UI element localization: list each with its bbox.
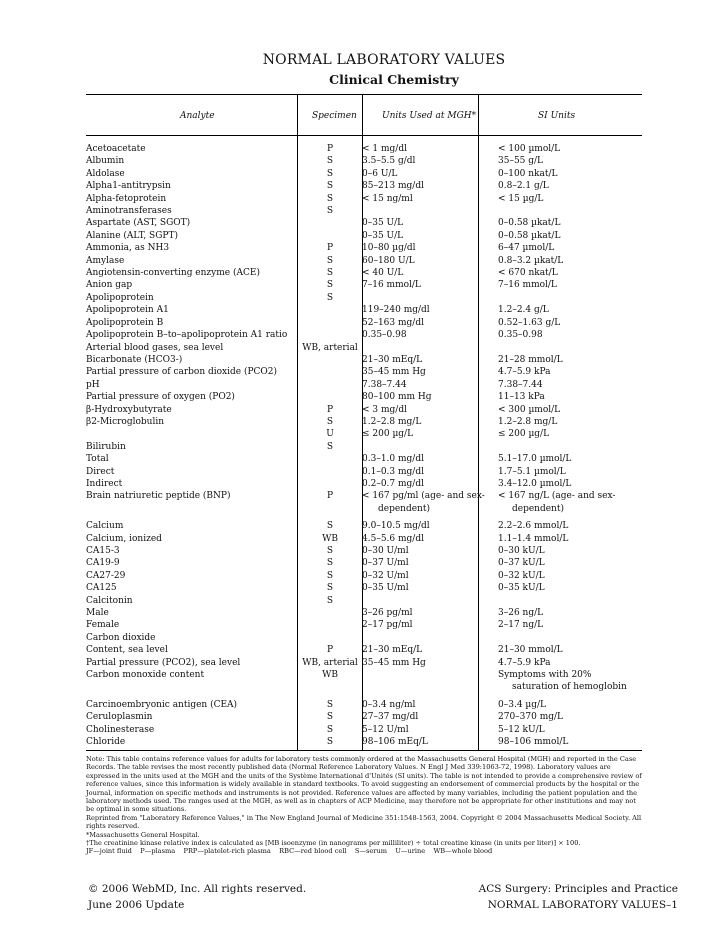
table-bottom-rule	[86, 750, 642, 751]
specimen-cell: P	[326, 144, 334, 154]
specimen-cell	[298, 354, 362, 366]
table-row	[86, 230, 642, 242]
units-mgh-cell: < 15 ng/ml	[362, 193, 413, 204]
analyte-cell: Bilirubin	[86, 441, 126, 452]
si-units-cell: dependent)	[512, 503, 564, 514]
units-mgh-cell: 7–16 mmol/L	[362, 280, 421, 291]
specimen-cell: S	[326, 255, 334, 266]
analyte-cell: Alanine (ALT, SGPT)	[86, 230, 178, 241]
analyte-cell: Apolipoprotein B–to–apolipoprotein A1 ratio	[86, 330, 288, 341]
table-row	[86, 366, 642, 378]
units-mgh-cell: 10–80 µg/dl	[362, 243, 416, 254]
units-mgh-cell: 0–3.4 ng/ml	[362, 699, 416, 710]
specimen-cell: S	[326, 737, 334, 748]
specimen-cell: P	[326, 491, 334, 502]
units-mgh-cell: 5–12 U/ml	[362, 724, 409, 735]
specimen-cell: S	[326, 583, 334, 594]
units-mgh-cell: 3–26 pg/ml	[362, 608, 413, 619]
units-mgh-cell	[362, 205, 498, 217]
si-units-cell: 4.7–5.9 kPa	[498, 367, 551, 378]
specimen-cell: S	[326, 292, 334, 303]
table-row	[86, 304, 642, 316]
units-mgh-cell: 0–32 U/ml	[362, 570, 409, 581]
specimen-cell: S	[326, 699, 334, 710]
update-date: June 2006 Update	[88, 899, 185, 911]
table-row	[86, 193, 642, 205]
header-si-units: SI Units	[538, 111, 576, 121]
si-units-cell: 5.1–17.0 µmol/L	[498, 454, 572, 465]
table-row	[86, 736, 642, 748]
table-row	[86, 607, 642, 619]
table-row	[86, 379, 642, 391]
book-title: ACS Surgery: Principles and Practice	[478, 883, 678, 895]
specimen-cell	[298, 366, 362, 378]
si-units-cell	[498, 595, 642, 607]
table-row	[86, 317, 642, 329]
units-mgh-cell: 21–30 mEq/L	[362, 354, 423, 365]
table-row	[86, 180, 642, 192]
specimen-cell: S	[326, 168, 334, 179]
si-units-cell: Symptoms with 20%	[498, 670, 592, 681]
si-units-cell: 1.1–1.4 mmol/L	[498, 533, 569, 544]
analyte-cell: Carcinoembryonic antigen (CEA)	[86, 699, 238, 710]
si-units-cell: 0.8–3.2 µkat/L	[498, 255, 564, 266]
analyte-cell: Alpha1-antitrypsin	[86, 181, 171, 192]
header-analyte: Analyte	[180, 111, 215, 121]
specimen-cell: S	[326, 521, 334, 532]
table-row	[86, 143, 642, 155]
units-mgh-cell	[362, 669, 498, 681]
units-mgh-cell	[362, 441, 498, 453]
si-units-cell: 6–47 µmol/L	[498, 243, 555, 254]
specimen-cell: U	[326, 429, 334, 440]
table-row	[86, 255, 642, 267]
units-mgh-cell: 0–35 U/L	[362, 218, 404, 229]
si-units-cell: < 100 µmol/L	[498, 144, 561, 154]
table-row	[86, 557, 642, 569]
specimen-cell: S	[326, 558, 334, 569]
analyte-cell: Angiotensin-converting enzyme (ACE)	[86, 268, 260, 279]
specimen-cell: S	[326, 193, 334, 204]
units-mgh-cell: 98–106 mEq/L	[362, 737, 428, 748]
specimen-cell	[298, 607, 362, 619]
table-row	[86, 342, 642, 354]
analyte-cell: Aspartate (AST, SGOT)	[86, 218, 191, 229]
si-units-cell: 0–30 kU/L	[498, 546, 545, 556]
si-units-cell: < 670 nkat/L	[498, 268, 558, 279]
table-row	[86, 391, 642, 403]
units-mgh-cell: 0.35–0.98	[362, 330, 407, 341]
table-row	[86, 619, 642, 631]
specimen-cell	[298, 230, 362, 242]
si-units-cell: 0.52–1.63 g/L	[498, 317, 561, 328]
analyte-cell: Carbon monoxide content	[86, 670, 205, 681]
units-mgh-cell: 0–6 U/L	[362, 168, 398, 179]
footer-right	[479, 881, 678, 913]
header-specimen: Specimen	[312, 111, 357, 121]
si-units-cell: ≤ 200 µg/L	[498, 429, 550, 440]
si-units-cell: 0–37 kU/L	[498, 558, 545, 569]
analyte-cell: Arterial blood gases, sea level	[86, 342, 224, 353]
si-units-cell	[498, 205, 642, 217]
si-units-cell: 0–0.58 µkat/L	[498, 230, 561, 241]
units-mgh-cell: 35–45 mm Hg	[362, 657, 426, 668]
table-row	[86, 428, 642, 440]
specimen-cell	[298, 681, 362, 693]
analyte-cell: CA27-29	[86, 570, 126, 581]
specimen-cell	[298, 317, 362, 329]
specimen-cell	[298, 379, 362, 391]
analyte-cell: Apolipoprotein	[86, 292, 154, 303]
si-units-cell: 98–106 mmol/L	[498, 737, 569, 748]
analyte-cell: Female	[86, 620, 120, 631]
table-row	[86, 644, 642, 656]
analyte-cell	[86, 503, 298, 515]
units-mgh-cell: 0–37 U/ml	[362, 558, 409, 569]
si-units-cell: 4.7–5.9 kPa	[498, 657, 551, 668]
table-row	[86, 711, 642, 723]
specimen-cell	[298, 217, 362, 229]
copyright: © 2006 WebMD, Inc. All rights reserved.	[88, 883, 307, 895]
specimen-cell	[298, 304, 362, 316]
table-notes	[86, 755, 642, 856]
si-units-cell: < 167 ng/L (age- and sex-	[498, 491, 616, 502]
units-mgh-cell: dependent)	[378, 503, 430, 514]
specimen-cell	[298, 619, 362, 631]
analyte-cell: Aldolase	[86, 168, 125, 179]
analyte-cell: Acetoacetate	[86, 144, 146, 154]
table-row	[86, 329, 642, 341]
analyte-cell: Brain natriuretic peptide (BNP)	[86, 491, 231, 502]
specimen-cell: S	[326, 181, 334, 192]
si-units-cell: 2.2–2.6 mmol/L	[498, 521, 569, 532]
analyte-cell: Partial pressure of carbon dioxide (PCO2)	[86, 367, 278, 378]
specimen-cell: P	[326, 243, 334, 254]
analyte-cell	[86, 428, 298, 440]
units-mgh-cell: 0.3–1.0 mg/dl	[362, 454, 424, 465]
analyte-cell: β-Hydroxybutyrate	[86, 404, 172, 415]
units-mgh-cell: 0–35 U/L	[362, 230, 404, 241]
specimen-cell	[298, 453, 362, 465]
analyte-cell: Indirect	[86, 478, 123, 489]
specimen-cell: WB	[322, 533, 338, 544]
si-units-cell: 2–17 ng/L	[498, 620, 544, 631]
analyte-cell: Content, sea level	[86, 645, 168, 656]
specimen-cell: S	[326, 570, 334, 581]
units-mgh-cell: 80–100 mm Hg	[362, 392, 432, 403]
units-mgh-cell: 3.5–5.5 g/dl	[362, 156, 416, 167]
reprint-text: Reprinted from "Laboratory Reference Values," in The New England Journal of Medicine 351:1548-1563, 2004. Copyright © 2004 Massachusetts Medical Society. All rights reserved.	[86, 813, 642, 831]
specimen-cell: S	[326, 156, 334, 167]
analyte-cell: Chloride	[86, 737, 126, 748]
si-units-cell: 1.2–2.4 g/L	[498, 305, 549, 316]
analyte-cell: Male	[86, 608, 109, 619]
specimen-cell: S	[326, 712, 334, 723]
units-mgh-cell	[362, 681, 498, 693]
specimen-cell	[298, 503, 362, 515]
specimen-cell: S	[326, 441, 334, 452]
units-mgh-cell: 85–213 mg/dl	[362, 181, 424, 192]
analyte-cell: Partial pressure (PCO2), sea level	[86, 657, 241, 668]
units-mgh-cell: 7.38–7.44	[362, 379, 407, 390]
analyte-cell: Apolipoprotein B	[86, 317, 164, 328]
analyte-cell: CA19-9	[86, 558, 120, 569]
units-mgh-cell: < 3 mg/dl	[362, 404, 407, 415]
si-units-cell: saturation of hemoglobin	[512, 682, 627, 693]
units-mgh-cell	[362, 595, 498, 607]
si-units-cell: 1.7–5.1 µmol/L	[498, 466, 566, 477]
si-units-cell: 0–3.4 µg/L	[498, 699, 547, 710]
si-units-cell	[498, 342, 642, 354]
table-row	[86, 657, 642, 669]
table-row	[86, 503, 642, 515]
units-mgh-cell: 0.1–0.3 mg/dl	[362, 466, 424, 477]
analyte-cell: CA125	[86, 583, 117, 594]
si-units-cell: 0.8–2.1 g/L	[498, 181, 549, 192]
specimen-cell: WB	[322, 670, 338, 681]
analyte-cell: Amylase	[86, 255, 125, 266]
analyte-cell: Carbon dioxide	[86, 632, 156, 643]
units-mgh-cell: < 167 pg/ml (age- and sex-	[362, 491, 485, 502]
analyte-cell: Calcium, ionized	[86, 533, 162, 544]
units-mgh-cell: 2–17 pg/ml	[362, 620, 413, 631]
units-mgh-cell: ≤ 200 µg/L	[362, 429, 414, 440]
table-row	[86, 595, 642, 607]
si-units-cell: 11–13 kPa	[498, 392, 545, 403]
analyte-cell: Anion gap	[86, 280, 133, 291]
analyte-cell: Total	[86, 454, 109, 465]
si-units-cell: 21–28 mmol/L	[498, 354, 563, 365]
analyte-cell: pH	[86, 379, 100, 390]
table-row	[86, 354, 642, 366]
units-mgh-cell	[362, 342, 498, 354]
analyte-cell: Cholinesterase	[86, 724, 155, 735]
si-units-cell: 0–0.58 µkat/L	[498, 218, 561, 229]
units-mgh-cell: < 40 U/L	[362, 268, 404, 279]
specimen-cell	[298, 478, 362, 490]
table-row	[86, 441, 642, 453]
units-mgh-cell	[362, 632, 498, 644]
table-row	[86, 242, 642, 254]
units-mgh-cell: 4.5–5.6 mg/dl	[362, 533, 424, 544]
page-subtitle: Clinical Chemistry	[329, 72, 459, 87]
si-units-cell: < 300 µmol/L	[498, 404, 561, 415]
units-mgh-cell: 27–37 mg/dl	[362, 712, 419, 723]
table-row	[86, 632, 642, 644]
units-mgh-cell: 60–180 U/L	[362, 255, 415, 266]
si-units-cell: 3–26 ng/L	[498, 608, 544, 619]
table-row	[86, 515, 642, 532]
units-mgh-cell: 52–163 mg/dl	[362, 317, 424, 328]
si-units-cell: 21–30 mmol/L	[498, 645, 563, 656]
specimen-cell: WB, arterial	[302, 657, 358, 668]
si-units-cell: 7–16 mmol/L	[498, 280, 557, 291]
si-units-cell: 7.38–7.44	[498, 379, 543, 390]
si-units-cell: 0–32 kU/L	[498, 570, 545, 581]
analyte-cell: Bicarbonate (HCO3-)	[86, 354, 183, 365]
si-units-cell: 0–100 nkat/L	[498, 168, 558, 179]
footnote-ck-index: †The creatinine kinase relative index is calculated as [MB isoenzyme (in nanograms per milliliter) ÷ total creatine kinase (in units per liter)] × 100.	[86, 839, 581, 848]
table-row	[86, 279, 642, 291]
analyte-cell: Apolipoprotein A1	[86, 305, 169, 316]
table-row	[86, 582, 642, 594]
units-mgh-cell: 21–30 mEq/L	[362, 645, 423, 656]
si-units-cell: 1.2–2.8 mg/L	[498, 416, 558, 427]
units-mgh-cell: 0–30 U/ml	[362, 546, 409, 556]
analyte-cell: Calcium	[86, 521, 124, 532]
analyte-cell	[86, 681, 298, 693]
si-units-cell: 35–55 g/L	[498, 156, 544, 167]
units-mgh-cell	[362, 292, 498, 304]
specimen-cell: P	[326, 645, 334, 656]
units-mgh-cell: 9.0–10.5 mg/dl	[362, 521, 430, 532]
table-row	[86, 267, 642, 279]
specimen-cell	[298, 632, 362, 644]
table-row	[86, 155, 642, 167]
lab-values-table	[86, 143, 642, 749]
units-mgh-cell: 0–35 U/ml	[362, 583, 409, 594]
table-row	[86, 416, 642, 428]
specimen-cell: S	[326, 268, 334, 279]
abbreviations: JF—joint fluid P—plasma PRP—platelet-rich plasma RBC—red blood cell S—serum U—urine WB—whole blood	[86, 847, 493, 856]
units-mgh-cell: < 1 mg/dl	[362, 144, 407, 154]
analyte-cell: Partial pressure of oxygen (PO2)	[86, 392, 235, 403]
table-row	[86, 724, 642, 736]
table-header	[86, 94, 642, 136]
analyte-cell: Alpha-fetoprotein	[86, 193, 167, 204]
table-row	[86, 681, 642, 693]
specimen-cell: P	[326, 404, 334, 415]
specimen-cell: S	[326, 416, 334, 427]
si-units-cell: < 15 µg/L	[498, 193, 544, 204]
table-row	[86, 168, 642, 180]
table-row	[86, 570, 642, 582]
analyte-cell: CA15-3	[86, 546, 120, 556]
units-mgh-cell: 35–45 mm Hg	[362, 367, 426, 378]
si-units-cell	[498, 441, 642, 453]
table-row	[86, 292, 642, 304]
si-units-cell	[498, 632, 642, 644]
si-units-cell: 0.35–0.98	[498, 330, 543, 341]
units-mgh-cell: 1.2–2.8 mg/L	[362, 416, 422, 427]
table-row	[86, 453, 642, 465]
note-text: Note: This table contains reference values for adults for laboratory tests commonly ordered at the Massachusetts General Hospital (MGH) and reported in the Case Records. The table revises the most recently published data (Normal Reference Laboratory Values. N Engl J Med 339:1063-72, 1998). Laboratory values are expressed in the units used at the MGH and the units of the Système International d'Unités (SI units). The table is not intended to provide a comprehensive review of reference values, since this information is widely available in standard textbooks. To avoid suggesting an endorsement of commercial products by the hospital or the Journal, information on specific methods and instruments is not provided. Reference values are affected by many variables, including the patient population and the laboratory methods used. The ranges used at the MGH, as well as in chapters of ACP Medicine, may therefore not be appropriate for other institutions and may not be optimal in some situations.	[86, 755, 642, 814]
table-row	[86, 490, 642, 502]
si-units-cell: 270–370 mg/L	[498, 712, 564, 723]
analyte-cell: Ammonia, as NH3	[86, 243, 170, 254]
si-units-cell: 0–35 kU/L	[498, 583, 545, 594]
specimen-cell	[298, 466, 362, 478]
section-page: NORMAL LABORATORY VALUES–1	[487, 899, 678, 911]
si-units-cell	[498, 292, 642, 304]
analyte-cell: Ceruloplasmin	[86, 712, 153, 723]
analyte-cell: Calcitonin	[86, 595, 133, 606]
analyte-cell: Direct	[86, 466, 115, 477]
specimen-cell: S	[326, 280, 334, 291]
footer-left	[88, 881, 306, 913]
specimen-cell: S	[326, 546, 334, 556]
footnote-mgh: *Massachusetts General Hospital.	[86, 830, 200, 839]
table-row	[86, 669, 642, 681]
si-units-cell: 3.4–12.0 µmol/L	[498, 478, 572, 489]
table-row	[86, 694, 642, 711]
table-row	[86, 205, 642, 217]
units-mgh-cell: 119–240 mg/dl	[362, 305, 430, 316]
header-units-mgh: Units Used at MGH*	[382, 111, 477, 121]
units-mgh-cell: 0.2–0.7 mg/dl	[362, 478, 424, 489]
table-row	[86, 217, 642, 229]
analyte-cell: Albumin	[86, 156, 125, 167]
specimen-cell: S	[326, 206, 334, 217]
table-row	[86, 545, 642, 557]
table-row	[86, 533, 642, 545]
table-row	[86, 478, 642, 490]
specimen-cell	[298, 329, 362, 341]
specimen-cell	[298, 391, 362, 403]
analyte-cell: β2-Microglobulin	[86, 416, 164, 427]
si-units-cell: 5–12 kU/L	[498, 724, 545, 735]
specimen-cell: WB, arterial	[302, 342, 358, 353]
specimen-cell: S	[326, 724, 334, 735]
specimen-cell: S	[326, 595, 334, 606]
table-row	[86, 404, 642, 416]
analyte-cell: Aminotransferases	[86, 206, 172, 217]
table-row	[86, 466, 642, 478]
page-title: NORMAL LABORATORY VALUES	[262, 52, 506, 68]
